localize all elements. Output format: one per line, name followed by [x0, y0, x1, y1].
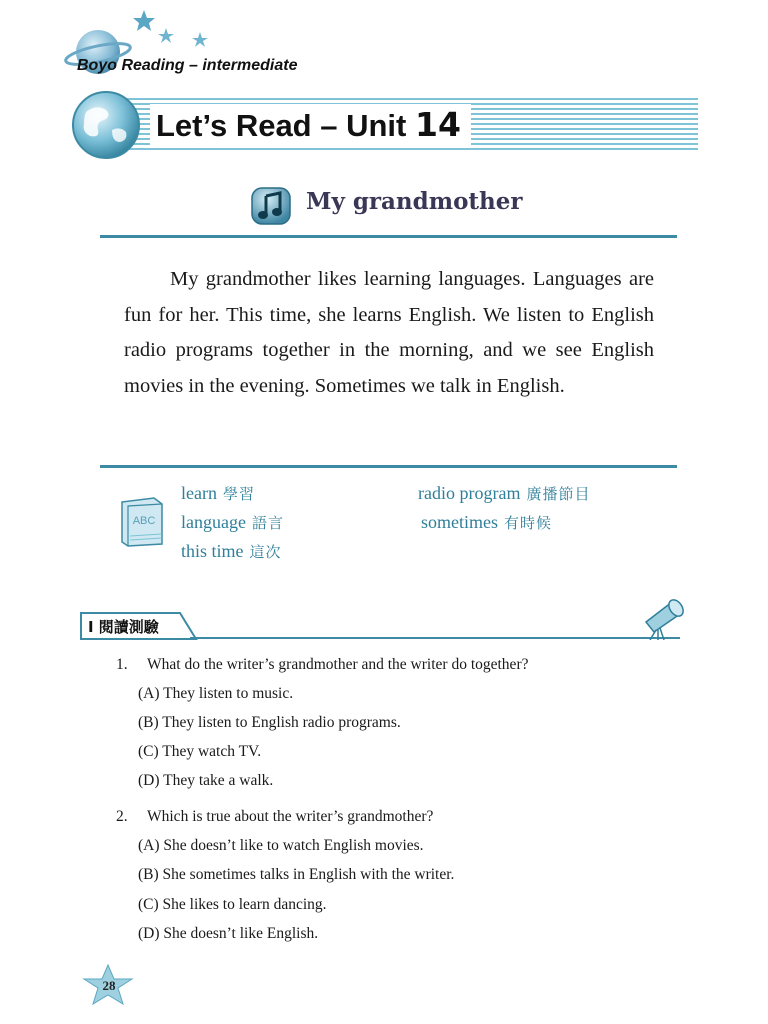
vocab-en: learn	[181, 483, 217, 503]
stars-decoration-icon	[130, 8, 220, 52]
question-1	[116, 656, 528, 674]
globe-icon	[68, 90, 144, 160]
vocab-zh: 廣播節目	[526, 485, 591, 503]
section-divider	[190, 637, 680, 639]
vocab-item-sometimes	[421, 512, 552, 533]
unit-title	[150, 104, 471, 146]
abc-book-icon	[116, 496, 168, 548]
book-label: ABC	[132, 515, 156, 527]
section-label: I 閱讀測驗	[88, 618, 159, 636]
question-1-option-c[interactable]: (C) They watch TV.	[138, 743, 262, 760]
question-2-option-a[interactable]: (A) She doesn’t like to watch English movies.	[138, 837, 424, 854]
page-number: 28	[102, 978, 116, 993]
vocab-zh: 這次	[249, 543, 282, 561]
series-title: Boyo Reading – intermediate	[77, 57, 298, 74]
question-text: What do the writer’s grandmother and the writer do together?	[147, 656, 529, 673]
vocab-en: sometimes	[421, 512, 498, 532]
question-2	[116, 808, 433, 826]
divider-vocab	[100, 465, 677, 468]
question-1-option-d[interactable]: (D) They take a walk.	[138, 772, 274, 789]
vocab-en: this time	[181, 541, 244, 561]
question-2-option-d[interactable]: (D) She doesn’t like English.	[138, 925, 319, 942]
question-1-option-b[interactable]: (B) They listen to English radio programs.	[138, 714, 401, 731]
unit-number: 14	[414, 105, 461, 144]
question-number: 2.	[116, 808, 128, 825]
question-2-option-c[interactable]: (C) She likes to learn dancing.	[138, 896, 327, 913]
vocab-en: radio program	[418, 483, 521, 503]
passage-text: My grandmother likes learning languages. Languages are fun for her. This time, she learns English. We listen to English radio programs together in the morning, and we see English movies in the evening. Sometimes we talk in English.	[124, 268, 654, 397]
question-text: Which is true about the writer’s grandmother?	[147, 808, 434, 825]
question-number: 1.	[116, 656, 128, 673]
vocab-en: language	[181, 512, 246, 532]
vocab-item-learn	[181, 483, 255, 504]
vocab-item-language	[181, 512, 284, 533]
vocab-zh: 學習	[222, 485, 255, 503]
divider-top	[100, 235, 677, 238]
telescope-icon	[638, 594, 688, 640]
vocab-zh: 語言	[251, 514, 284, 532]
unit-title-text: Let’s Read – Unit	[156, 108, 407, 143]
vocab-item-this-time	[181, 541, 282, 562]
story-title: My grandmother	[306, 188, 523, 215]
vocab-item-radio-program	[418, 483, 590, 504]
music-note-icon[interactable]	[250, 186, 292, 226]
question-2-option-b[interactable]: (B) She sometimes talks in English with the writer.	[138, 866, 455, 883]
vocab-zh: 有時候	[504, 514, 553, 532]
question-1-option-a[interactable]: (A) They listen to music.	[138, 685, 294, 702]
